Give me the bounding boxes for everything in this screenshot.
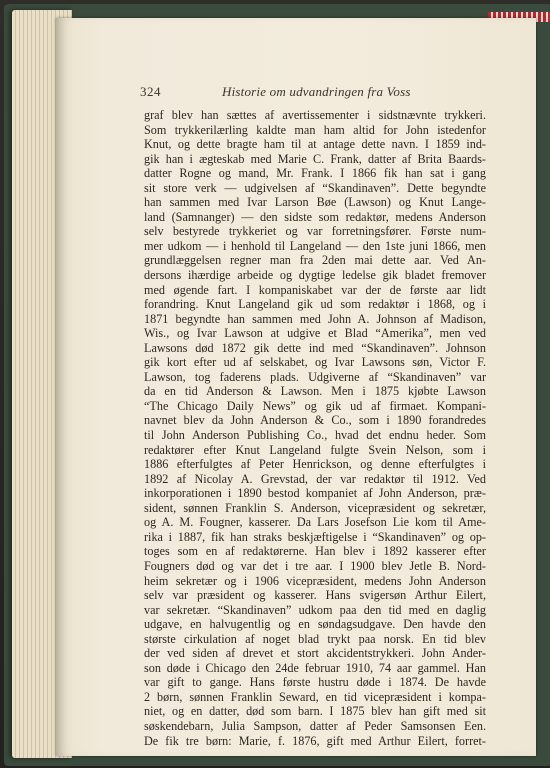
text-line: Fougners død og var det i tre aar. I 1900 blev Jetle B. Nord- [144,558,486,573]
text-line: udgave, en halvugentlig og en søndagsudgave. Den havde den [144,617,486,632]
text-line: søskendebarn, Julia Sampson, datter af Peder Samsonsen Een. [144,718,486,733]
text-line: son døde i Chicago den 24de februar 1910, 74 aar gammel. Han [144,660,486,675]
text-line: toges som en af redaktørerne. Han blev i 1892 kasserer efter [144,544,486,559]
body-text [144,108,486,748]
text-line: sit store verk — udgivelsen af “Skandinaven”. Dette begyndte [144,180,486,195]
text-line: han sammen med Ivar Larson Bøe (Lawson) og Knut Lange- [144,195,486,210]
text-line: til John Anderson Publishing Co., hvad det endnu heder. Som [144,428,486,443]
text-line: 1892 af Nicolay A. Grevstad, der var redaktør til 1912. Ved [144,471,486,486]
page-number: 324 [140,84,161,99]
text-line: sident, sønnen Franklin S. Anderson, vicepræsident og sekretær, [144,500,486,515]
text-line: Lawson, tog faderens plads. Udgiverne af “Skandinaven” var [144,369,486,384]
text-line: med øgende fart. I kompaniskabet var der de første aar lidt [144,282,486,297]
text-line: Lawsons død 1872 gik dette ind med “Skandinaven”. Johnson [144,340,486,355]
text-line: mer udkom — i henhold til Langeland — den 1ste juni 1866, men [144,238,486,253]
text-line: var sekretær. “Skandinaven” udkom paa den tid med en daglig [144,602,486,617]
text-line: inkorporationen i 1890 bestod kompaniet af John Anderson, præ- [144,486,486,501]
text-line: datter Rogne og mand, Mr. Frank. I 1866 fik han sat i gang [144,166,486,181]
text-line: graf blev han sættes af avertissementer i sidstnævnte trykkeri. [144,108,486,122]
text-line: land (Samnanger) — den sidste som redaktør, medens Anderson [144,209,486,224]
text-line: da en tid Anderson & Lawson. Men i 1875 kjøbte Lawson [144,384,486,399]
text-line: dersons ihærdige arbeide og dygtige ledelse gik bladet fremover [144,268,486,283]
text-line: 1886 efterfulgtes af Peter Henrickson, og denne efterfulgtes i [144,457,486,472]
text-line: De fik tre børn: Marie, f. 1876, gift med Arthur Eilert, forret- [144,733,486,748]
text-line: største cirkulation af noget blad trykt paa norsk. En tid blev [144,631,486,646]
text-line: redaktører efter Knut Langeland fulgte Svein Nelson, som i [144,442,486,457]
text-line: heim sekretær og i 1906 vicepræsident, medens John Anderson [144,573,486,588]
page-header [84,82,484,100]
text-line: Som trykkerilærling kaldte man ham altid for John istedenfor [144,122,486,137]
text-line: rika i 1887, fik han straks beskjæftigelse i “Skandinaven” og op- [144,529,486,544]
text-line: og A. M. Fougner, kasserer. Da Lars Josefson Lie kom til Ame- [144,515,486,530]
text-line: 2 børn, sønnen Franklin Seward, en tid vicepræsident i kompa- [144,689,486,704]
text-line: var gift to gange. Hans første hustru døde i 1874. De havde [144,675,486,690]
text-line: grundlæggelsen regner man fra 2den mai dette aar. Ved An- [144,253,486,268]
text-line: gik kort efter ud af selskabet, og Ivar Lawsons søn, Victor F. [144,355,486,370]
text-line: niet, og en datter, død som barn. I 1875 blev han gift med sit [144,704,486,719]
running-head: Historie om udvandringen fra Voss [222,84,411,99]
text-line: selv var præsident og kasserer. Hans svigersøn Arthur Eilert, [144,588,486,603]
text-line: navnet blev da John Anderson & Co., som i 1890 forandredes [144,413,486,428]
text-line: forandring. Knut Langeland gik ud som redaktør i 1868, og i [144,297,486,312]
text-line: “The Chicago Daily News” og gik ud af firmaet. Kompani- [144,398,486,413]
text-line: selv bestyrede trykkeriet og var forretningsfører. Første num- [144,224,486,239]
text-line: gik han i ægteskab med Marie C. Frank, datter af Brita Baards- [144,151,486,166]
text-line: der ved siden af drevet et stort akcidentstrykkeri. John Ander- [144,646,486,661]
text-line: 1871 begyndte han sammen med John A. Johnson af Madison, [144,311,486,326]
text-line: Knut, og dette bragte ham til at antage dette navn. I 1859 ind- [144,137,486,152]
text-line: Wis., og Ivar Lawson at udgive et Blad “Amerika”, men ved [144,326,486,341]
